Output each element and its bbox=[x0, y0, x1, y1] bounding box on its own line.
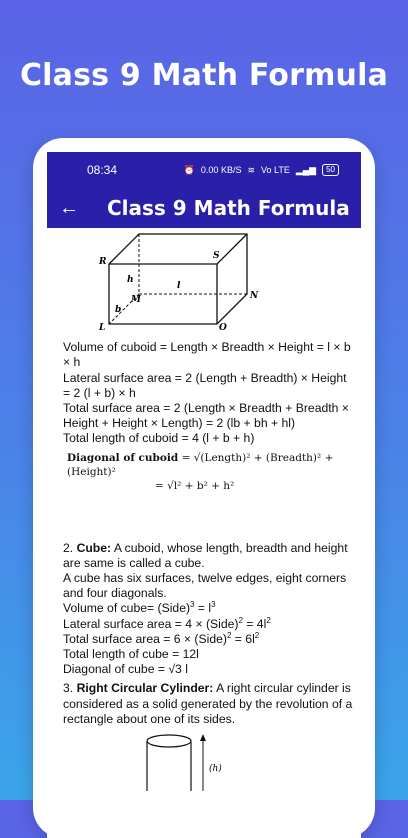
cube-volume bbox=[63, 601, 353, 616]
cuboid-volume: Volume of cuboid = Length × Breadth × Height = l × b × h bbox=[63, 340, 351, 370]
cube-heading-label: Cube: bbox=[76, 540, 112, 555]
network-speed: 0.00 KB/S bbox=[200, 165, 242, 175]
volte-label: Vo LTE bbox=[261, 165, 290, 175]
label-N: N bbox=[250, 291, 259, 301]
app-bar bbox=[47, 188, 361, 228]
label-S: S bbox=[213, 251, 220, 261]
status-time: 08:34 bbox=[87, 163, 118, 177]
cylinder-number: 3. bbox=[63, 681, 74, 696]
cube-volume-tail: = l bbox=[194, 601, 212, 616]
cube-total-area-text: Total surface area = 6 × (Side) bbox=[63, 631, 227, 646]
cube-definition: A cuboid, whose length, breadth and height are same is called a cube. bbox=[63, 540, 348, 570]
cube-faces: A cube has six surfaces, twelve edges, eight corners and four diagonals. bbox=[63, 571, 347, 601]
section-gap bbox=[63, 493, 353, 541]
label-h: h bbox=[127, 275, 134, 285]
label-O: O bbox=[219, 323, 227, 333]
cube-number: 2. bbox=[63, 540, 74, 555]
label-M: M bbox=[131, 295, 141, 305]
cuboid-diagonal-formula bbox=[67, 451, 353, 493]
cuboid-total-area: Total surface area = 2 (Length × Breadth + Breadth × Height + Height × Length) = 2 (lb + bh + hl) bbox=[63, 401, 349, 431]
cuboid-total-length: Total length of cuboid = 4 (l + b + h) bbox=[63, 431, 255, 446]
exponent: 2 bbox=[226, 630, 232, 640]
status-bar bbox=[47, 152, 361, 188]
app-screen bbox=[47, 152, 361, 838]
diagonal-label: Diagonal of cuboid bbox=[67, 451, 179, 464]
page-title: Class 9 Math Formula bbox=[107, 196, 350, 220]
label-L: L bbox=[99, 323, 106, 333]
label-R: R bbox=[99, 257, 107, 267]
cube-total-length: Total length of cube = 12l bbox=[63, 647, 199, 662]
cylinder-heading bbox=[63, 681, 353, 727]
cube-volume-text: Volume of cube= (Side) bbox=[63, 601, 191, 616]
formula-content bbox=[47, 228, 361, 795]
cube-heading bbox=[63, 541, 353, 571]
signal-icon: ▂▄▆ bbox=[295, 164, 317, 175]
cube-diagonal: Diagonal of cube = √3 l bbox=[63, 662, 188, 677]
alarm-icon: ⏰ bbox=[183, 164, 195, 175]
status-icons bbox=[184, 164, 339, 176]
phone-frame bbox=[33, 138, 375, 838]
label-b: b bbox=[115, 305, 122, 315]
cube-total-area bbox=[63, 632, 353, 647]
exponent: 3 bbox=[190, 600, 195, 610]
exponent: 2 bbox=[266, 615, 271, 625]
cuboid-lateral-area: Lateral surface area = 2 (Length + Breadth) × Height = 2 (l + b) × h bbox=[63, 370, 347, 400]
cylinder-height-label: (h) bbox=[209, 764, 222, 775]
label-l: l bbox=[177, 281, 181, 291]
cube-total-area-tail: = 6l bbox=[231, 631, 255, 646]
wifi-icon: ≋ bbox=[247, 164, 255, 175]
cylinder-figure bbox=[143, 731, 353, 795]
cylinder-heading-label: Right Circular Cylinder: bbox=[76, 681, 214, 696]
cylinder-definition: A right circular cylinder is considered as a solid generated by the revolution of a rectangle about one of its sides. bbox=[63, 681, 353, 726]
back-arrow-icon[interactable]: ← bbox=[59, 196, 79, 219]
diagonal-expression: = √(Length)² + (Breadth)² + (Height)² bbox=[67, 451, 334, 478]
exponent: 2 bbox=[254, 630, 260, 640]
cube-lateral-tail: = 4l bbox=[242, 616, 267, 631]
cuboid-figure bbox=[87, 234, 353, 334]
exponent: 2 bbox=[238, 615, 243, 625]
cube-lateral-text: Lateral surface area = 4 × (Side) bbox=[63, 616, 239, 631]
promo-title: Class 9 Math Formula bbox=[19, 58, 389, 93]
battery-icon: 50 bbox=[322, 164, 339, 176]
exponent: 3 bbox=[211, 600, 216, 610]
cube-lateral-area bbox=[63, 617, 353, 632]
diagonal-expression-short: = √l² + b² + h² bbox=[155, 479, 235, 492]
